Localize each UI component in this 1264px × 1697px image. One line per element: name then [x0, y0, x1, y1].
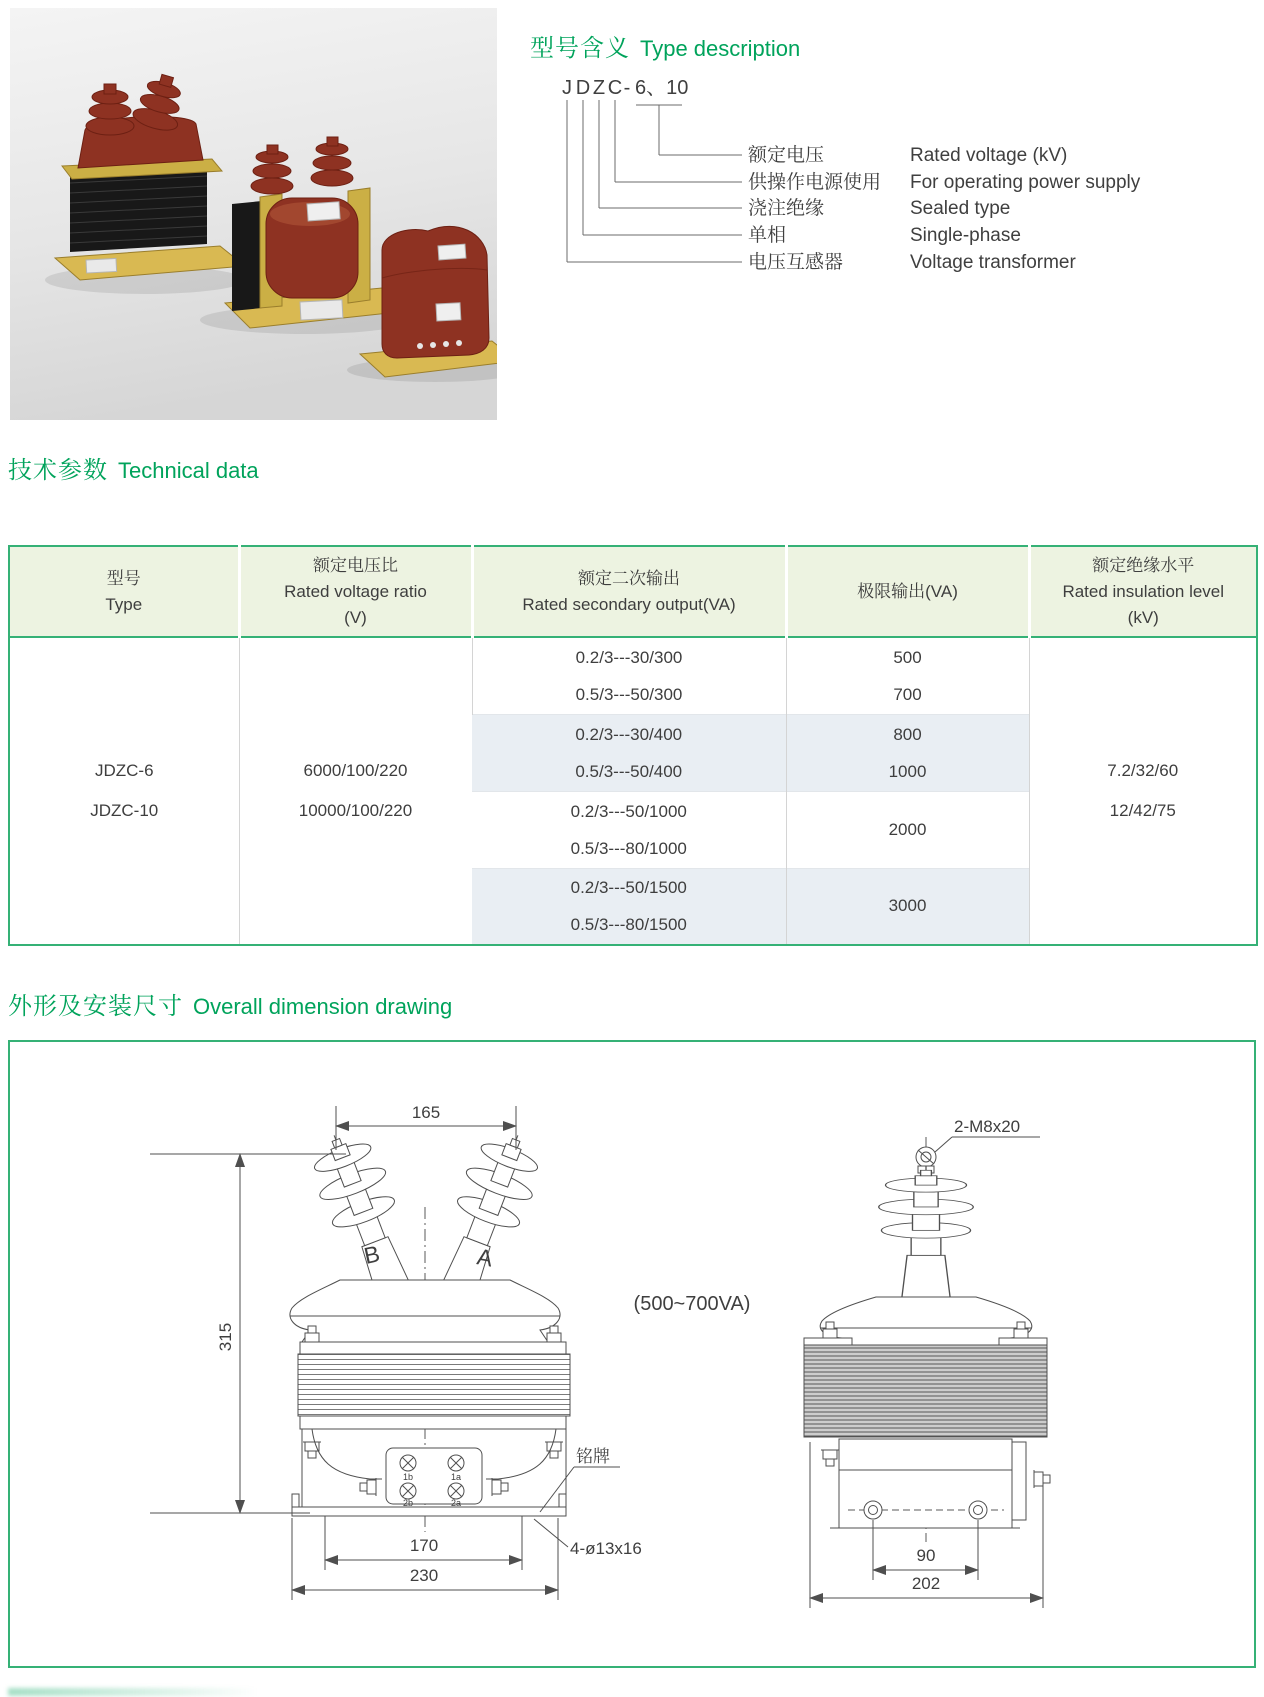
insulation-12: 12/42/75: [1109, 801, 1176, 820]
label-zh-rated-voltage: 额定电压: [748, 145, 825, 166]
header-secondary-en: Rated secondary output(VA): [522, 594, 736, 614]
model-char-rating: 6、10: [635, 77, 689, 99]
header-secondary-output: [472, 546, 786, 637]
designation-connector-lines: [567, 100, 742, 262]
model-char-z: Z: [592, 77, 606, 99]
label-zh-voltage-transformer: 电压互感器: [748, 252, 844, 273]
dimension-drawing: [10, 1042, 1254, 1666]
header-insulation-en: Rated insulation level: [1062, 581, 1225, 601]
nameplate-label: 铭牌: [576, 1447, 610, 1466]
header-insulation-unit: (kV): [1127, 607, 1159, 627]
header-limit-output: [786, 546, 1029, 637]
cell-limits-group3: 2000: [786, 791, 1029, 868]
header-limit-zh: 极限输出(VA): [857, 581, 958, 601]
header-insulation: [1029, 546, 1257, 637]
type-description-heading-en: Type description: [640, 36, 801, 61]
header-ratio-en: Rated voltage ratio: [284, 581, 427, 601]
bolt-callout: [935, 1117, 1040, 1152]
holes-label: 4-ø13x16: [570, 1539, 642, 1558]
cell-ratios: [239, 637, 472, 945]
terminal-b-label: B: [361, 1240, 383, 1269]
designation-labels: [748, 144, 1141, 273]
side-view-drawing: [804, 1117, 1050, 1608]
model-char-j: J: [562, 77, 572, 99]
type-description-heading-zh: 型号含义: [530, 35, 630, 62]
technical-data-heading: [8, 450, 259, 485]
label-en-operating-power: For operating power supply: [910, 172, 1141, 193]
cell-limits-group2: 800 1000: [786, 714, 1029, 791]
terminal-box: [360, 1448, 508, 1508]
product-photo-illustration: [10, 8, 497, 420]
terminal-2b: 2b: [403, 1498, 414, 1508]
bolt-label: 2-M8x20: [954, 1117, 1021, 1136]
terminal-2a: 2a: [451, 1498, 462, 1508]
dim-170-label: 170: [409, 1536, 439, 1555]
header-type-zh: 型号: [106, 568, 141, 588]
dimension-drawing-box: [8, 1040, 1256, 1668]
model-char-d: D: [575, 77, 591, 99]
technical-data-table: [8, 545, 1258, 946]
cell-insulations: [1029, 637, 1257, 945]
header-ratio-zh: 额定电压比: [313, 555, 398, 575]
type-jdzc6: JDZC-6: [94, 761, 154, 780]
dim-165-label: 165: [411, 1103, 441, 1122]
label-zh-single-phase: 单相: [748, 225, 787, 246]
cell-limits-group4: 3000: [786, 868, 1029, 945]
dim-230: [292, 1518, 558, 1600]
dim-90-label: 90: [916, 1546, 936, 1565]
dim-315-label: 315: [216, 1322, 235, 1352]
label-zh-sealed-type: 浇注绝缘: [748, 198, 825, 219]
holes-callout: [534, 1519, 642, 1558]
header-type: [9, 546, 239, 637]
technical-data-heading-en: Technical data: [118, 458, 259, 483]
cell-outputs-group3: 0.2/3---50/1000 0.5/3---80/1000: [472, 791, 786, 868]
va-note: (500~700VA): [633, 1293, 751, 1315]
dim-170: [325, 1516, 522, 1570]
cutoff-next-section: [8, 1688, 258, 1696]
header-ratio: [239, 546, 472, 637]
ratio-10000: 10000/100/220: [298, 801, 413, 820]
label-en-sealed-type: Sealed type: [910, 198, 1011, 219]
insulation-72: 7.2/32/60: [1107, 761, 1179, 780]
header-type-en: Type: [105, 594, 143, 614]
dim-202-label: 202: [911, 1574, 941, 1593]
type-jdzc10: JDZC-10: [90, 801, 159, 820]
type-designation-diagram: [520, 58, 1210, 303]
product-photo: [10, 8, 497, 420]
header-ratio-unit: (V): [344, 607, 367, 627]
model-char-dash: -: [623, 77, 631, 99]
label-zh-operating-power: 供操作电源使用: [748, 172, 882, 193]
terminal-1a: 1a: [451, 1472, 462, 1482]
label-en-voltage-transformer: Voltage transformer: [910, 252, 1076, 273]
table-header-row: [9, 546, 1257, 637]
terminal-a-label: A: [475, 1243, 495, 1272]
header-insulation-zh: 额定绝缘水平: [1092, 555, 1195, 575]
label-en-rated-voltage: Rated voltage (kV): [910, 145, 1068, 166]
cell-types: [9, 637, 239, 945]
front-view-drawing: [150, 1103, 642, 1600]
cell-outputs-group2: 0.2/3---30/400 0.5/3---50/400: [472, 714, 786, 791]
dimension-heading-en: Overall dimension drawing: [193, 994, 453, 1019]
label-en-single-phase: Single-phase: [910, 225, 1021, 246]
cell-limits-group1: 500 700: [786, 637, 1029, 714]
dimension-heading: [8, 986, 452, 1021]
cell-outputs-group4: 0.2/3---50/1500 0.5/3---80/1500: [472, 868, 786, 945]
dimension-heading-zh: 外形及安装尺寸: [8, 993, 183, 1020]
dim-230-label: 230: [409, 1566, 439, 1585]
cell-outputs-group1: 0.2/3---30/300 0.5/3---50/300: [472, 637, 786, 714]
table-row-group-1: [9, 637, 1257, 714]
terminal-1b: 1b: [403, 1472, 414, 1482]
model-code: [562, 77, 688, 99]
ratio-6000: 6000/100/220: [303, 761, 408, 780]
mounting-bracket: [830, 1439, 1050, 1528]
technical-data-heading-zh: 技术参数: [8, 457, 108, 484]
dim-165: [336, 1103, 516, 1150]
header-secondary-zh: 额定二次输出: [578, 568, 680, 588]
model-char-c: C: [607, 77, 623, 99]
